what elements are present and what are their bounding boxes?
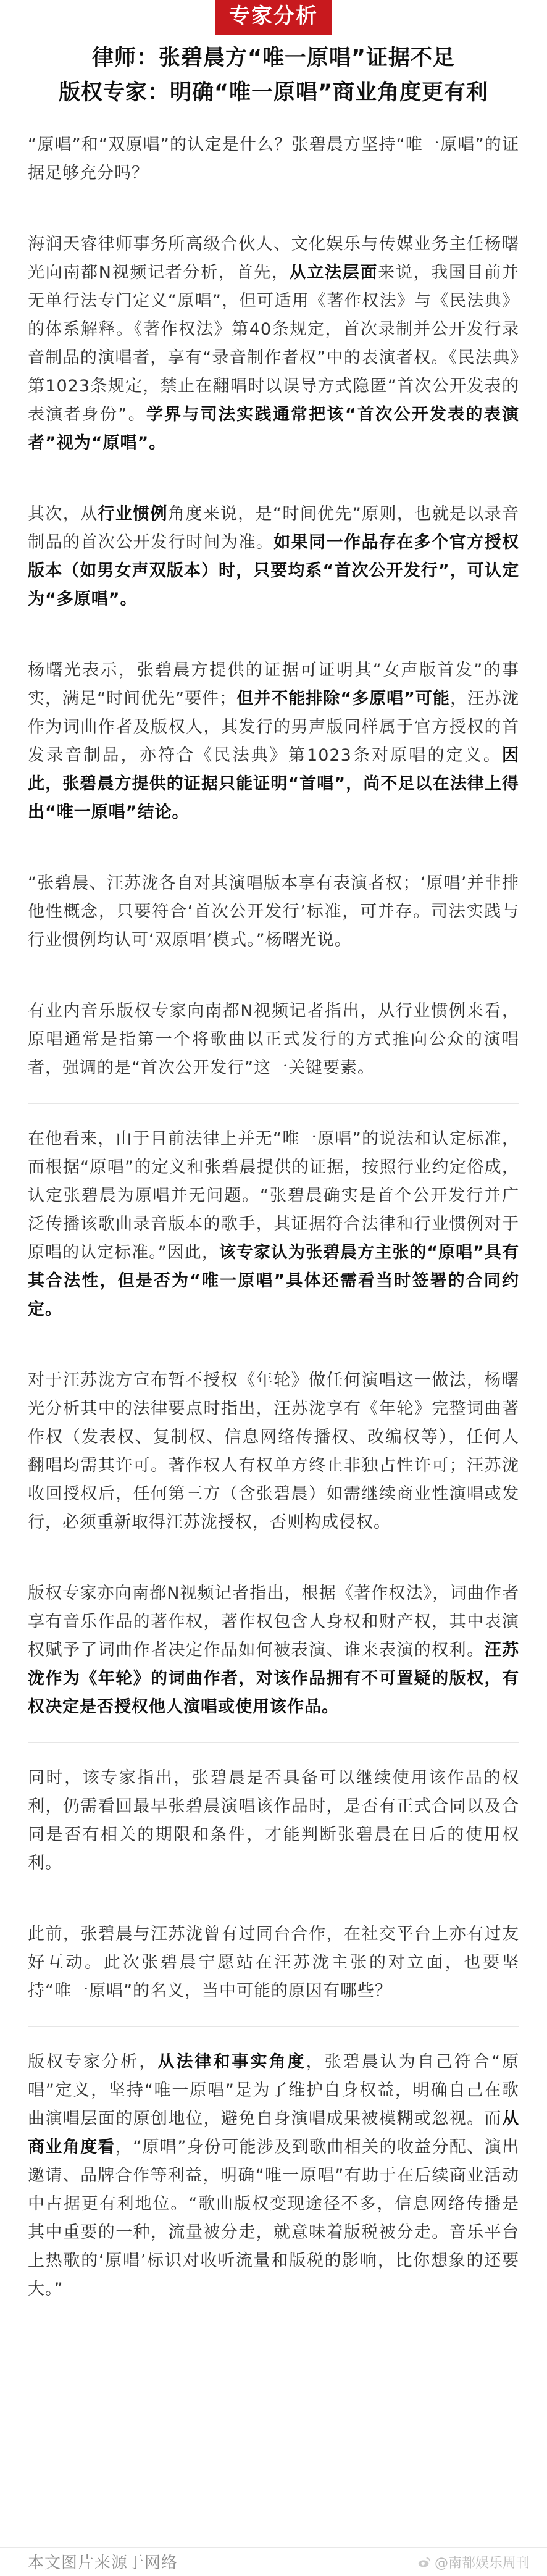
text-run: ，汪苏泷作为词曲作者及版权人，其发行的男声版同样属于官方授权的首发录音制品，亦符合《民法典》第1023条对原唱的定义。 [28,689,520,765]
paragraph [28,1764,519,1899]
paragraph [28,656,519,848]
bold-text: 从立法层面 [289,263,378,282]
text-run: 版权专家分析， [28,2052,158,2072]
text-run: ，“原唱”身份可能涉及到歌曲相关的收益分配、演出邀请、品牌合作等利益，明确“唯一原唱”有助于在后续商业活动中占据更有利地位。“歌曲版权变现途径不多，信息网络传播是其中重要的一种，流量被分走，就意味着版税被分走。音乐平台上热歌的‘原唱’标识对收听流量和版税的影响，比你想象的还要大。” [28,2138,519,2299]
footer-bar [0,2547,547,2576]
text-run: ，张碧晨认为自己符合“原唱”定义，坚持“唯一原唱”是为了维护自身权益，明确自己在歌曲演唱层面的原创地位，避免自身演唱成果被模糊或忽视。而 [28,2052,520,2128]
text-run: 此前，张碧晨与汪苏泷曾有过同台合作，在社交平台上亦有过友好互动。此次张碧晨宁愿站在汪苏泷主张的对立面，也要坚持“唯一原唱”的名义，当中可能的原因有哪些？ [28,1925,519,2001]
paragraph [28,1579,519,1743]
text-run: “原唱”和“双原唱”的认定是什么？张碧晨方坚持“唯一原唱”的证据足够充分吗？ [28,135,519,183]
bold-text: 从商业角度看 [28,2109,519,2157]
headline-line-1: 律师：张碧晨方“唯一原唱”证据不足 [91,46,455,70]
bold-text: 行业惯例 [98,504,168,524]
text-run: 来说，我国目前并无单行法专门定义“原唱”，但可适用《著作权法》与《民法典》的体系解释。《著作权法》第40条规定，首次录制并公开发行录音制品的演唱者，享有“录音制作者权”中的表演者权。《民法典》第1023条规定，禁止在翻唱时以误导方式隐匿“首次公开发表的表演者身份”。 [28,263,519,424]
text-run: 对于汪苏泷方宣布暂不授权《年轮》做任何演唱这一做法，杨曙光分析其中的法律要点时指出，汪苏泷享有《年轮》完整词曲著作权（发表权、复制权、信息网络传播权、改编权等），任何人翻唱均需其许可。著作权人有权单方终止非独占性许可；汪苏泷收回授权后，任何第三方（含张碧晨）如需继续商业性演唱或发行，必须重新取得汪苏泷授权，否则构成侵权。 [28,1371,519,1532]
text-run: “张碧晨、汪苏泷各自对其演唱版本享有表演者权；‘原唱’并非排他性概念，只要符合‘首次公开发行’标准，可并存。司法实践与行业惯例均认可‘双原唱’模式。”杨曙光说。 [28,874,519,950]
paragraph [28,1125,519,1345]
paragraph [28,869,519,976]
section-banner: 专家分析 [215,0,332,35]
text-run: 杨曙光表示，张碧晨方提供的证据可证明其“女声版首发”的事实，满足“时间优先”要件； [28,661,519,708]
headline-line-2: 版权专家：明确“唯一原唱”商业角度更有利 [58,80,488,105]
headline [28,41,519,110]
weibo-icon [417,2556,431,2569]
article-body [28,131,519,2325]
text-run: 有业内音乐版权专家向南都N视频记者指出，从行业惯例来看，原唱通常是指第一个将歌曲以正式发行的方式推向公众的演唱者，强调的是“首次公开发行”这一关键要素。 [28,1002,519,1077]
image-source-note: 本文图片来源于网络 [28,2554,178,2572]
bold-text: 因此，张碧晨方提供的证据只能证明“首唱”，尚不足以在法律上得出“唯一原唱”结论。 [28,746,519,822]
text-run: 同时，该专家指出，张碧晨是否具备可以继续使用该作品的权利，仍需看回最早张碧晨演唱该作品时，是否有正式合同以及合同是否有相关的期限和条件，才能判断张碧晨在日后的使用权利。 [28,1768,519,1873]
text-run: 版权专家亦向南都N视频记者指出，根据《著作权法》，词曲作者享有音乐作品的著作权，著作权包含人身权和财产权，其中表演权赋予了词曲作者决定作品如何被表演、谁来表演的权利。 [28,1584,519,1660]
banner-wrap [28,0,519,35]
text-run: 海润天睿律师事务所高级合伙人、文化娱乐与传媒业务主任杨曙光向南都N视频记者分析，首先， [28,235,519,282]
bold-text: 从法律和事实角度 [157,2052,306,2072]
text-run: 其次，从 [28,504,98,524]
paragraph [28,131,519,209]
paragraph [28,1920,519,2027]
paragraph [28,230,519,479]
bold-text: 如果同一作品存在多个官方授权版本（如男女声双版本）时，只要均系“首次公开发行”，可认定为“多原唱”。 [28,533,520,609]
paragraph [28,997,519,1104]
watermark-text: @南都娱乐周刊 [434,2556,530,2571]
paragraph [28,500,519,635]
watermark [417,2553,530,2572]
text-run: 在他看来，由于目前法律上并无“唯一原唱”的说法和认定标准，而根据“原唱”的定义和张碧晨提供的证据，按照行业约定俗成，认定张碧晨为原唱并无问题。“张碧晨确实是首个公开发行并广泛传播该歌曲录音版本的歌手，其证据符合法律和行业惯例对于原唱的认定标准。”因此， [28,1129,519,1262]
bold-text: 该专家认为张碧晨方主张的“原唱”具有其合法性，但是否为“唯一原唱”具体还需看当时签署的合同约定。 [28,1243,519,1319]
text-run: 角度来说，是“时间优先”原则，也就是以录音制品的首次公开发行时间为准。 [28,504,520,552]
bold-text: 但并不能排除“多原唱”可能 [236,689,450,708]
bold-text: 汪苏泷作为《年轮》的词曲作者，对该作品拥有不可置疑的版权，有权决定是否授权他人演唱或使用该作品。 [28,1641,520,1717]
paragraph [28,1366,519,1558]
bold-text: 学界与司法实践通常把该“首次公开发表的表演者”视为“原唱”。 [28,405,519,453]
paragraph [28,2048,519,2325]
